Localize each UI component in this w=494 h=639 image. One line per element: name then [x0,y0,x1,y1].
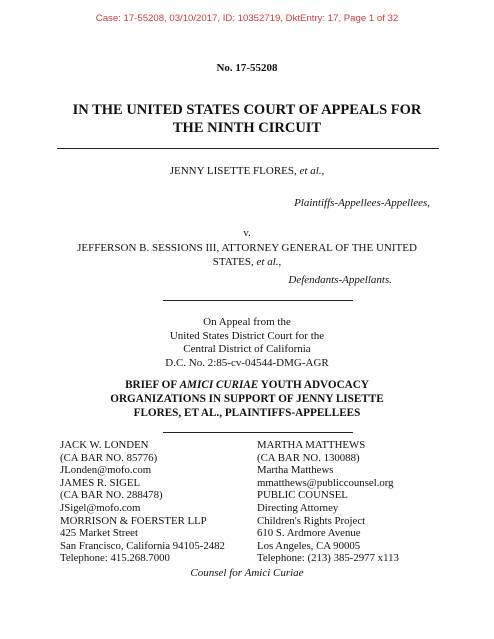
middle-rule [163,300,353,301]
plaintiff-role: Plaintiffs-Appellees-Appellees, [294,197,430,209]
defendant-line [0,242,494,269]
counsel-left-line: (CA BAR NO. 288478) [60,489,163,502]
counsel-left-line: San Francisco, California 94105-2482 [60,539,225,552]
defendant-etal-suffix: , [278,255,282,268]
brief-amici: AMICI CURIAE [179,379,259,391]
plaintiff-etal: et al. [299,165,322,177]
counsel-right-line: Los Angeles, CA 90005 [257,539,361,552]
counsel-left-line: (CA BAR NO. 85776) [60,451,158,464]
plaintiff-etal-suffix: , [321,165,325,177]
court-title-line-1: IN THE UNITED STATES COURT OF APPEALS FOR [72,102,422,118]
counsel-right-line: Martha Matthews [257,464,334,477]
brief-prefix: BRIEF OF [125,379,177,391]
brief-title-line-2: ORGANIZATIONS IN SUPPORT OF JENNY LISETTE [110,393,384,405]
plaintiff-line [0,165,494,179]
counsel-right-line: mmatthews@publiccounsel.org [257,476,394,489]
appeal-line-1: On Appeal from the [203,316,291,328]
appeal-line-4: D.C. No. 2:85-cv-04544-DMG-AGR [165,356,329,369]
counsel-right [257,439,457,565]
counsel-right-line: MARTHA MATTHEWS [257,439,366,451]
defendant-states: STATES, [212,255,254,268]
counsel-footer: Counsel for Amici Curiae [190,567,304,579]
counsel-left [60,439,250,565]
case-header: Case: 17-55208, 03/10/2017, ID: 10352719, DktEntry: 17, Page 1 of 32 [95,13,399,24]
counsel-left-line: 425 Market Street [60,527,138,540]
counsel-left-line: JLonden@mofo.com [60,464,152,477]
counsel-right-line: Telephone: (213) 385-2977 x113 [257,552,399,565]
counsel-left-line: Telephone: 415.268.7000 [60,552,170,565]
counsel-right-line: (CA BAR NO. 130088) [257,451,360,464]
counsel-right-line: 610 S. Ardmore Avenue [257,527,361,540]
counsel-left-line: JSigel@mofo.com [60,501,141,514]
counsel-left-line: MORRISON & FOERSTER LLP [60,514,207,527]
appeal-line-2: United States District Court for the [169,329,325,342]
brief-suffix: YOUTH ADVOCACY [260,379,369,391]
top-rule [57,148,439,149]
defendant-role: Defendants-Appellants. [288,274,392,286]
counsel-left-line: JAMES R. SIGEL [60,476,141,489]
defendant-line-2 [0,256,494,270]
plaintiff-name: JENNY LISETTE FLORES, [169,165,297,177]
counsel-right-line: Children's Rights Project [257,514,366,527]
counsel-right-line: PUBLIC COUNSEL [257,489,348,502]
versus: v. [243,227,251,239]
counsel-right-line: Directing Attorney [257,501,339,514]
defendant-etal: et al. [256,255,279,268]
defendant-line-1: JEFFERSON B. SESSIONS III, ATTORNEY GENERAL OF THE UNITED [77,242,417,254]
court-title [0,101,494,137]
bottom-rule [163,432,353,433]
docket-number: No. 17-55208 [216,62,278,74]
brief-title [0,378,494,420]
counsel-left-line: JACK W. LONDEN [60,439,149,451]
appeal-block [0,316,494,370]
brief-title-line-3: FLORES, ET AL., PLAINTIFFS-APPELLEES [133,407,361,419]
appeal-line-3: Central District of California [183,343,311,355]
brief-title-line-1 [0,378,494,392]
court-title-line-2: THE NINTH CIRCUIT [172,120,322,136]
